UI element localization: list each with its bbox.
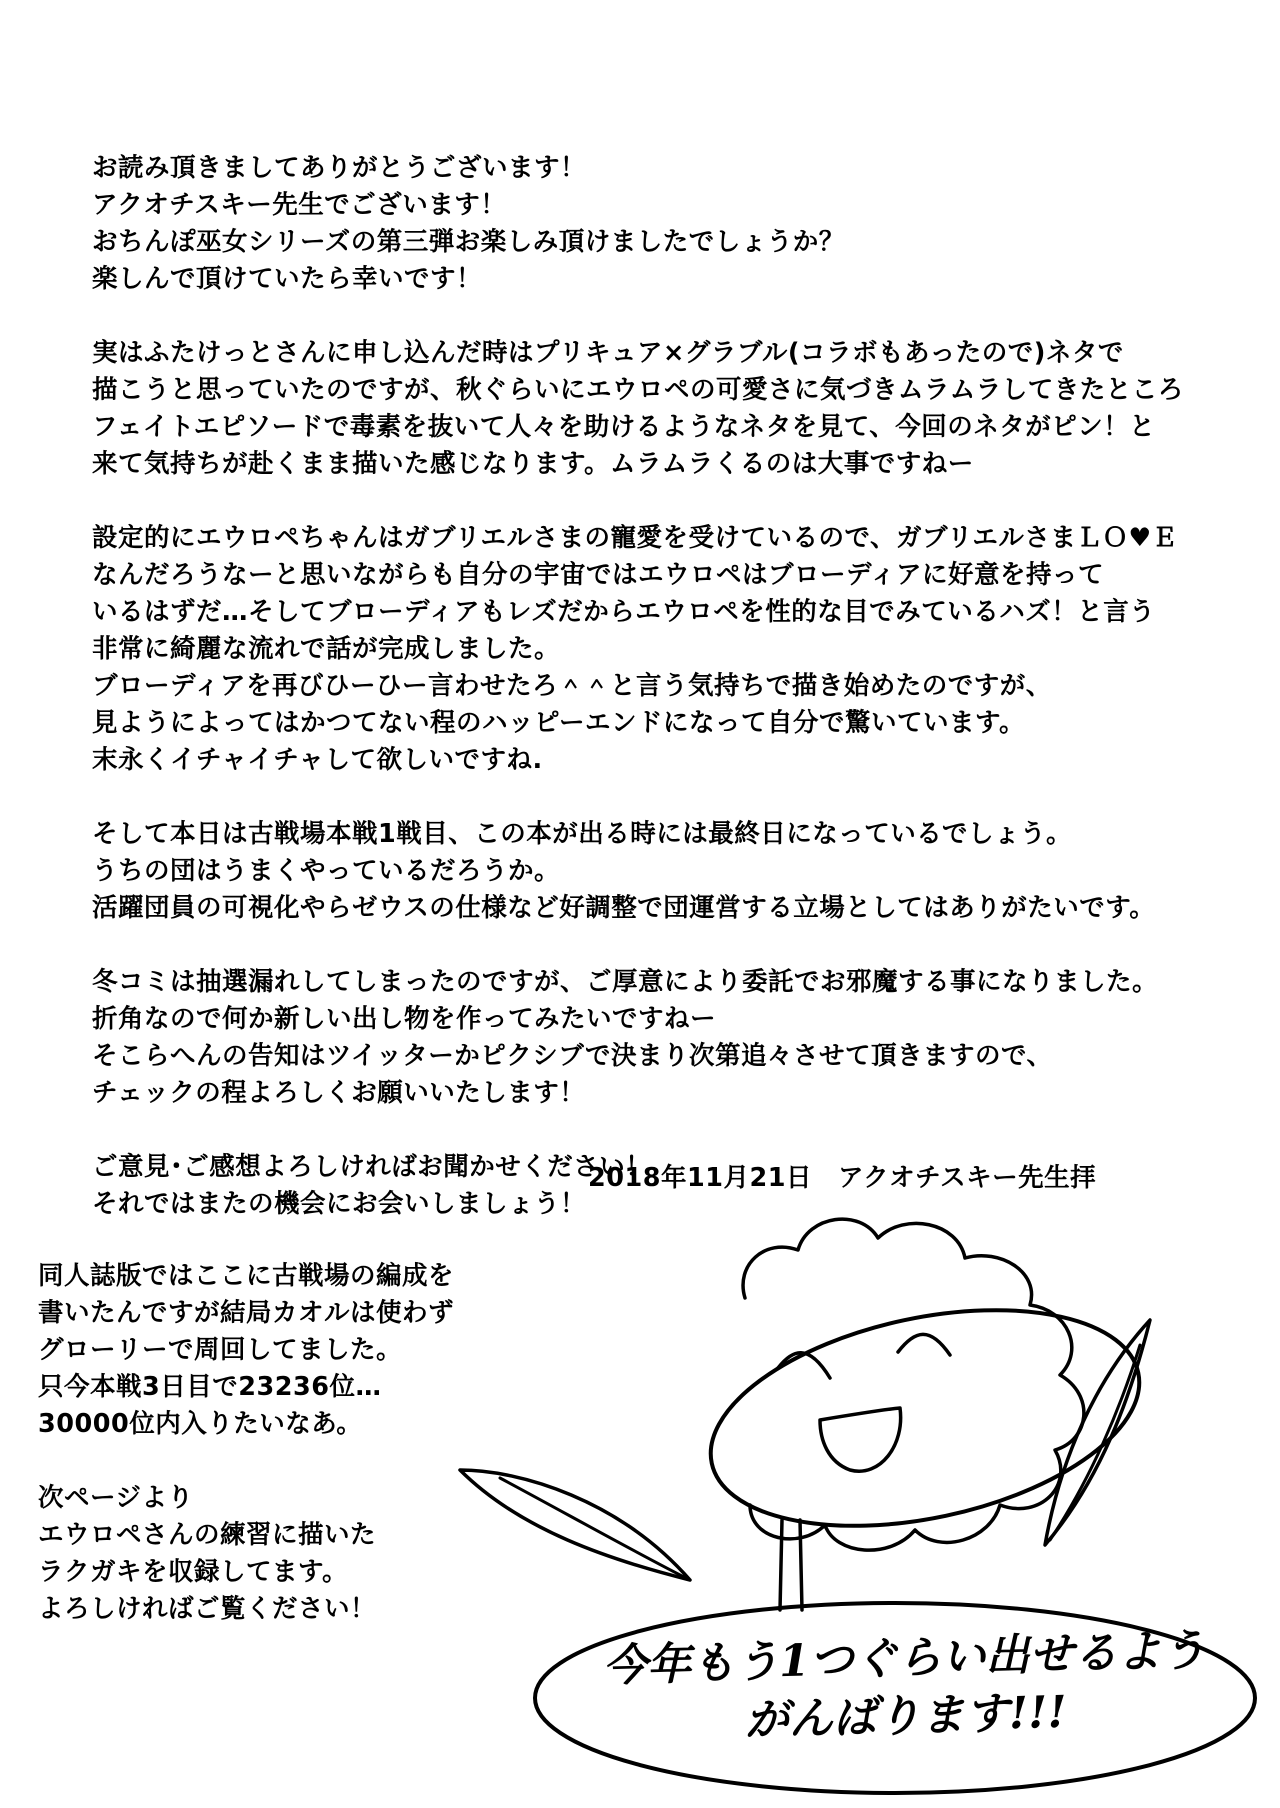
text-line: フェイトエピソードで毒素を抜いて人々を助けるようなネタを見て、今回のネタがピン！と [92,412,1156,442]
banner-line: がんばります!!! [744,1686,1068,1747]
text-line: 来て気持ちが赴くまま描いた感じなります。ムラムラくるのは大事ですねー [92,449,974,479]
right-leaf [1045,1320,1150,1545]
text-line: 只今本戦3日目で23236位… [38,1372,382,1402]
text-line: いるはずだ…そしてブローディアもレズだからエウロペを性的な目でみているハズ！と言う [92,597,1156,627]
text-line: 描こうと思っていたのですが、秋ぐらいにエウロペの可愛さに気づきムラムラしてきたところ [92,375,1184,405]
text-line: 楽しんで頂けていたら幸いです！ [92,264,483,294]
text-line: 末永くイチャイチャして欲しいですね. [92,745,543,775]
text-line: なんだろうなーと思いながらも自分の宇宙ではエウロペはブローディアに好意を持って [92,560,1104,590]
text-line: よろしければご覧ください！ [38,1594,377,1624]
text-line: 活躍団員の可視化やらゼウスの仕様など好調整で団運営する立場としてはありがたいです。 [92,893,1156,923]
face-oval [691,1275,1159,1561]
stem [800,1520,802,1610]
text-line: それではまたの機会にお会いしましょう！ [92,1189,587,1219]
stem [780,1520,782,1610]
signature-date: 2018年11月21日 アクオチスキー先生拝 [588,1163,1097,1193]
text-line: 冬コミは抽選漏れしてしまったのですが、ご厚意により委託でお邪魔する事になりました。 [92,967,1159,997]
text-line: 30000位内入りたいなあ。 [38,1409,363,1439]
left-leaf-vein [500,1478,690,1580]
mouth [820,1408,901,1471]
text-line: おちんぽ巫女シリーズの第三弾お楽しみ頂けましたでしょうか？ [92,227,845,257]
petal-outline [743,1219,1084,1550]
text-line: 設定的にエウロペちゃんはガブリエルさまの寵愛を受けているので、ガブリエルさまＬＯ♥Ｅ [92,523,1178,553]
text-line: チェックの程よろしくお願いいたします！ [92,1078,586,1108]
text-line: 折角なので何か新しい出し物を作ってみたいですねー [92,1004,717,1034]
text-line: グローリーで周回してました。 [38,1335,403,1365]
text-line: お読み頂きましてありがとうございます！ [92,153,587,183]
text-line: 非常に綺麗な流れで話が完成しました。 [92,634,561,664]
text-line: エウロペさんの練習に描いた [38,1520,377,1550]
text-line: 同人誌版ではここに古戦場の編成を [38,1261,455,1291]
right-leaf-vein [1050,1345,1140,1540]
text-line: そこらへんの告知はツイッターかピクシブで決まり次第追々させて頂きますので、 [92,1041,1053,1071]
banner-message [559,1621,1252,1755]
text-line: アクオチスキー先生でございます！ [92,190,507,220]
text-line: 書いたんですが結局カオルは使わず [38,1298,455,1328]
text-line: 実はふたけっとさんに申し込んだ時はプリキュア×グラブル(コラボもあったので)ネタで [92,338,1124,368]
right-eye [898,1334,950,1355]
text-line: 見ようによってはかつてない程のハッピーエンドになって自分で驚いています。 [92,708,1025,738]
text-line: ご意見･ご感想よろしければお聞かせください！ [92,1152,652,1182]
text-line: ラクガキを収録してます。 [38,1557,348,1587]
text-line: そして本日は古戦場本戦1戦目、この本が出る時には最終日になっているでしょう。 [92,819,1072,849]
text-line: ブローディアを再びひーひー言わせたろ＾＾と言う気持ちで描き始めたのですが、 [92,671,1052,701]
text-line: 次ページより [38,1483,194,1513]
banner-line: 今年もう1つぐらい出せるよう [602,1625,1207,1692]
text-line: うちの団はうまくやっているだろうか。 [92,856,561,886]
